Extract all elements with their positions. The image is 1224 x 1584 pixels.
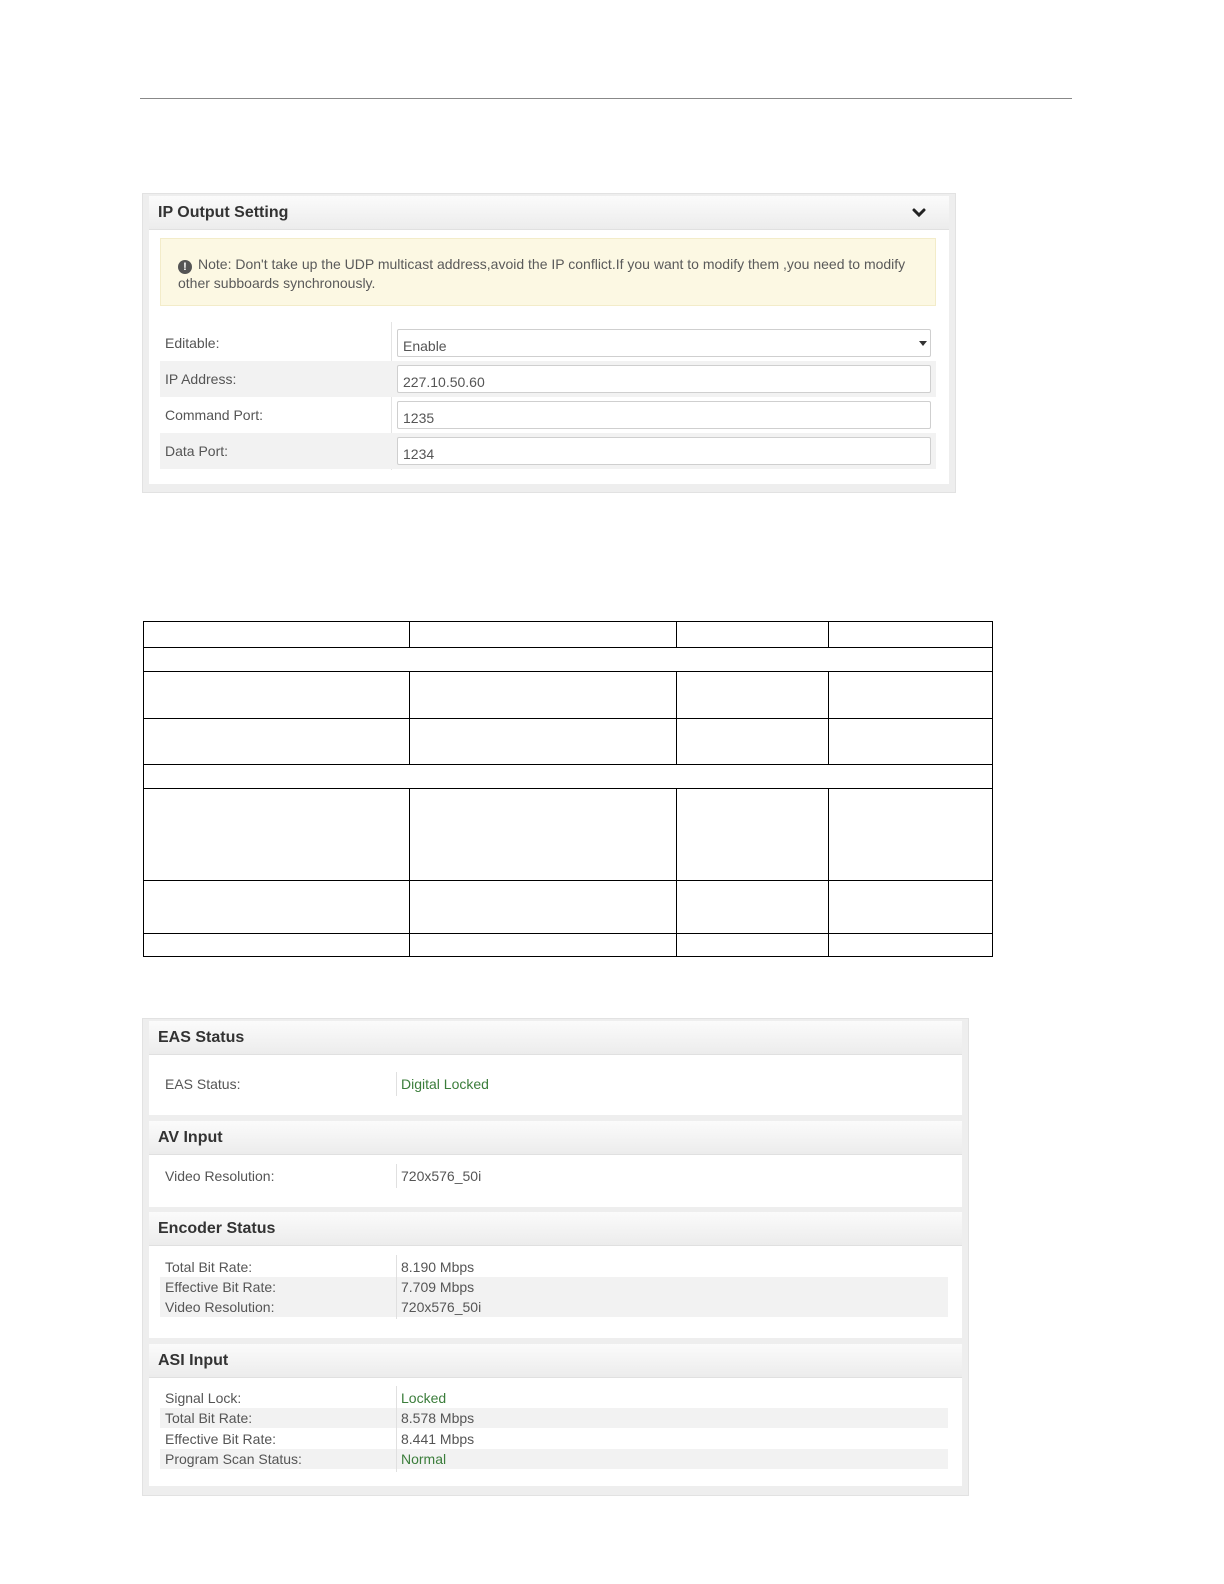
table-rule bbox=[143, 788, 993, 789]
ip-output-header[interactable] bbox=[149, 196, 949, 230]
row-value: 8.441 Mbps bbox=[401, 1431, 475, 1447]
table-rule bbox=[828, 621, 829, 647]
table-rule bbox=[409, 671, 410, 764]
asi-input-header[interactable] bbox=[149, 1344, 962, 1378]
exclamation-icon: ! bbox=[178, 260, 192, 274]
signal-lock-row bbox=[160, 1388, 948, 1408]
caret-down-icon[interactable] bbox=[919, 341, 927, 346]
editable-row bbox=[160, 325, 936, 361]
table-rule bbox=[676, 621, 677, 647]
section-title: EAS Status bbox=[158, 1028, 245, 1046]
row-value: Digital Locked bbox=[401, 1076, 489, 1092]
table-rule bbox=[143, 647, 993, 648]
command-port-label: Command Port: bbox=[165, 407, 264, 423]
page-top-rule bbox=[140, 98, 1072, 99]
total-bit-rate-row bbox=[160, 1408, 948, 1428]
editable-value: Enable bbox=[403, 338, 447, 354]
video-resolution-row bbox=[160, 1166, 948, 1186]
table-rule bbox=[143, 621, 144, 957]
table-rule bbox=[992, 621, 993, 957]
column-divider bbox=[396, 1164, 397, 1188]
ip-address-row bbox=[160, 361, 936, 397]
editable-label: Editable: bbox=[165, 335, 220, 351]
row-label: Program Scan Status: bbox=[165, 1451, 302, 1467]
row-value: Normal bbox=[401, 1451, 447, 1467]
table-rule bbox=[143, 880, 993, 881]
eas-header[interactable] bbox=[149, 1021, 962, 1055]
video-resolution-row bbox=[160, 1297, 948, 1317]
eas-status-row bbox=[160, 1074, 948, 1094]
table-rule bbox=[409, 788, 410, 956]
row-value: Locked bbox=[401, 1390, 447, 1406]
table-rule bbox=[143, 621, 993, 622]
row-value: 8.578 Mbps bbox=[401, 1410, 475, 1426]
section-title: ASI Input bbox=[158, 1351, 229, 1369]
chevron-down-icon[interactable] bbox=[911, 205, 927, 221]
row-label: Effective Bit Rate: bbox=[165, 1431, 277, 1447]
total-bit-rate-row bbox=[160, 1257, 948, 1277]
table-rule bbox=[143, 956, 993, 957]
column-divider bbox=[396, 1072, 397, 1096]
section-title: Encoder Status bbox=[158, 1219, 276, 1237]
column-divider bbox=[396, 1386, 397, 1472]
table-rule bbox=[409, 621, 410, 647]
column-divider bbox=[396, 1255, 397, 1319]
table-rule bbox=[828, 671, 829, 764]
row-label: Signal Lock: bbox=[165, 1390, 242, 1406]
effective-bit-rate-row bbox=[160, 1429, 948, 1449]
table-rule bbox=[143, 671, 993, 672]
section-title: AV Input bbox=[158, 1128, 223, 1146]
data-port-label: Data Port: bbox=[165, 443, 229, 459]
row-label: Effective Bit Rate: bbox=[165, 1279, 277, 1295]
row-value: 8.190 Mbps bbox=[401, 1259, 475, 1275]
data-port-row bbox=[160, 433, 936, 469]
table-rule bbox=[143, 718, 993, 719]
row-label: EAS Status: bbox=[165, 1076, 241, 1092]
av-input-header[interactable] bbox=[149, 1121, 962, 1155]
row-label: Total Bit Rate: bbox=[165, 1259, 253, 1275]
panel-title: IP Output Setting bbox=[158, 203, 289, 221]
effective-bit-rate-row bbox=[160, 1277, 948, 1297]
table-rule bbox=[828, 788, 829, 956]
row-value: 7.709 Mbps bbox=[401, 1279, 475, 1295]
table-rule bbox=[143, 764, 993, 765]
encoder-header[interactable] bbox=[149, 1212, 962, 1246]
program-scan-status-row bbox=[160, 1449, 948, 1469]
command-port-row bbox=[160, 397, 936, 433]
row-label: Video Resolution: bbox=[165, 1299, 275, 1315]
ip-address-label: IP Address: bbox=[165, 371, 237, 387]
note-text: Note: Don't take up the UDP multicast address,avoid the IP conflict.If you want to modify them ,you need to modify other subboards synchronously. bbox=[178, 256, 906, 291]
data-port-input[interactable]: 1234 bbox=[397, 437, 931, 465]
editable-select[interactable] bbox=[397, 329, 931, 357]
command-port-input[interactable]: 1235 bbox=[397, 401, 931, 429]
ip-address-input[interactable]: 227.10.50.60 bbox=[397, 365, 931, 393]
row-value: 720x576_50i bbox=[401, 1168, 482, 1184]
table-rule bbox=[143, 933, 993, 934]
warning-note bbox=[160, 238, 936, 306]
table-rule bbox=[676, 788, 677, 956]
row-label: Total Bit Rate: bbox=[165, 1410, 253, 1426]
row-value: 720x576_50i bbox=[401, 1299, 482, 1315]
row-label: Video Resolution: bbox=[165, 1168, 275, 1184]
table-rule bbox=[676, 671, 677, 764]
